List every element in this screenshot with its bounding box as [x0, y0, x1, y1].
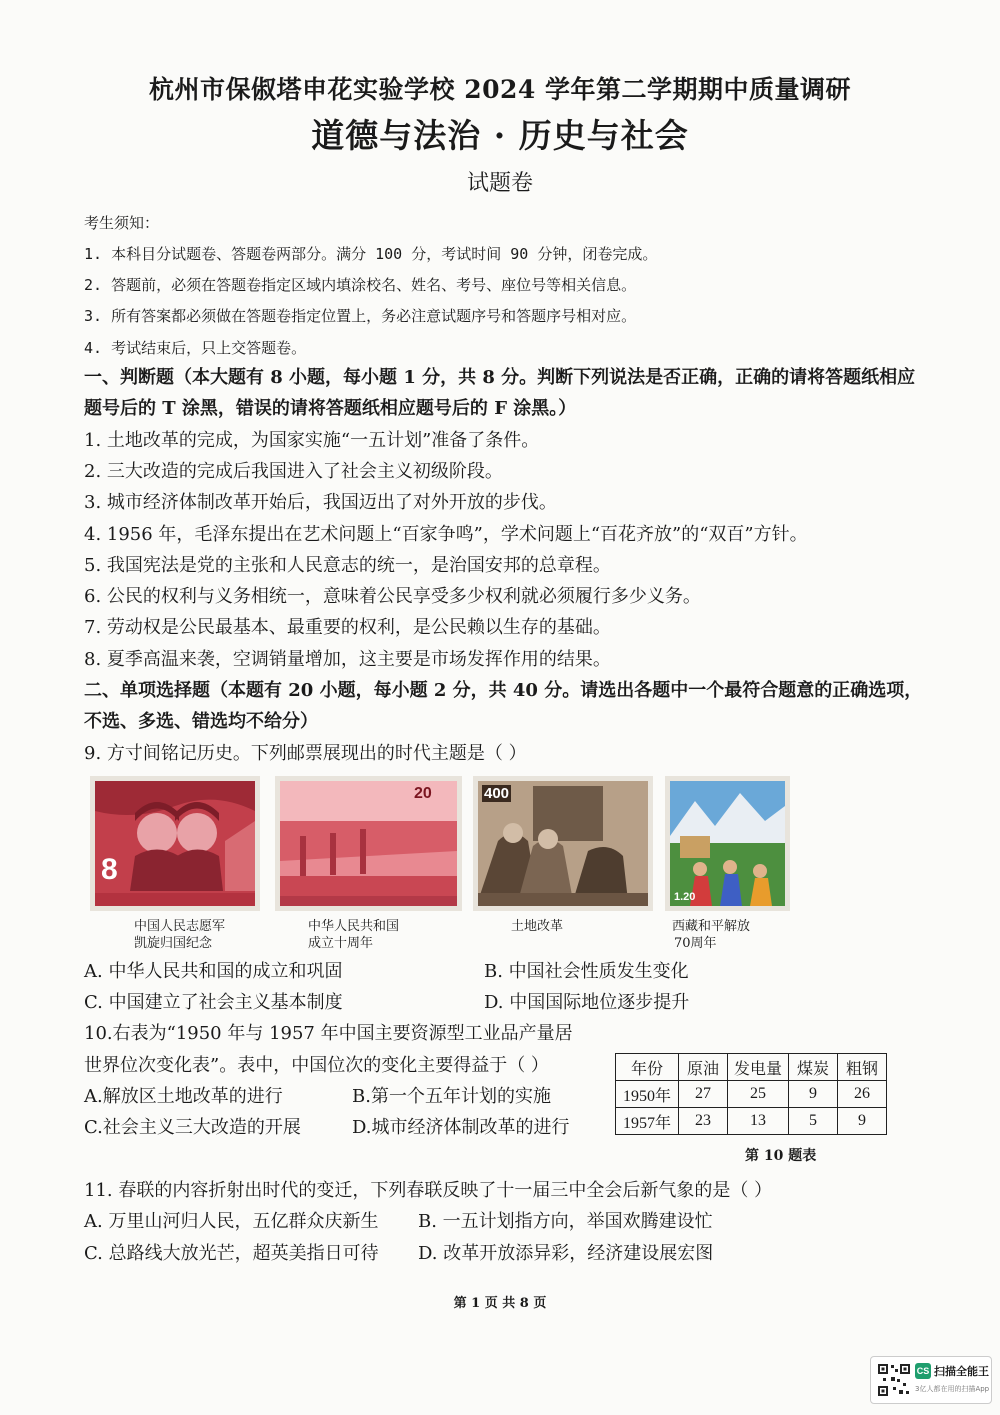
- table-cell: 25: [728, 1081, 789, 1108]
- stamp-caption-line2: 成立十周年: [308, 936, 374, 951]
- table-cell: 26: [838, 1081, 887, 1108]
- stamp-caption: [308, 918, 399, 952]
- stamp-caption-line1: 中华人民共和国: [308, 919, 400, 934]
- table-cell: 1957年: [616, 1108, 679, 1135]
- q11-stem: 11. 春联的内容折射出时代的变迁，下列春联反映了十一届三中全会后新气象的是（ ）: [84, 1180, 773, 1201]
- q9-option-d: D. 中国国际地位逐步提升: [484, 992, 690, 1013]
- stamp-volunteer-army-illustration: [95, 781, 255, 906]
- notice-item: 1. 本科目分试题卷、答题卷两部分。满分 100 分，考试时间 90 分钟，闭卷完成。: [84, 245, 658, 263]
- judgement-question: 6. 公民的权利与义务相统一，意味着公民享受多少权利就必须履行多少义务。: [84, 586, 701, 607]
- table-header-row: [616, 1054, 887, 1081]
- q9-stem: 9. 方寸间铭记历史。下列邮票展现出的时代主题是（ ）: [84, 743, 527, 764]
- scanner-app-slogan: 3亿人都在用的扫描App: [915, 1385, 990, 1393]
- q10-option-c: C.社会主义三大改造的开展: [84, 1117, 301, 1138]
- stamp-caption-line1: 西藏和平解放: [672, 919, 751, 934]
- q11-option-c: C. 总路线大放光芒，超英美指日可待: [84, 1243, 379, 1264]
- judgement-question: 5. 我国宪法是党的主张和人民意志的统一，是治国安邦的总章程。: [84, 555, 611, 576]
- exam-title: 杭州市保俶塔申花实验学校 2024 学年第二学期期中质量调研: [149, 75, 851, 104]
- paper-type: 试题卷: [466, 171, 533, 196]
- stamp-caption: [672, 918, 750, 952]
- judgement-question: 4. 1956 年，毛泽东提出在艺术问题上“百家争鸣”，学术问题上“百花齐放”的“双百”方针。: [84, 524, 808, 545]
- q10-table: [615, 1053, 887, 1135]
- stamp-caption-line2: 70周年: [674, 936, 717, 951]
- table-cell: 23: [679, 1108, 728, 1135]
- camscanner-logo: CS: [915, 1363, 931, 1379]
- judgement-question: 1. 土地改革的完成，为国家实施“一五计划”准备了条件。: [84, 430, 540, 451]
- stamp-volunteer-army: [90, 776, 260, 911]
- section1-heading: 一、判断题（本大题有 8 小题，每小题 1 分，共 8 分。判断下列说法是否正确，正确的请将答题纸相应题号后的 T 涂黑，错误的请将答题纸相应题号后的 F 涂黑。）: [84, 367, 916, 419]
- judgement-question: 7. 劳动权是公民最基本、最重要的权利，是公民赖以生存的基础。: [84, 617, 611, 638]
- table-cell: 27: [679, 1081, 728, 1108]
- stamp-land-reform: [473, 776, 653, 911]
- table-cell: 1950年: [616, 1081, 679, 1108]
- q10-table-caption: 第 10 题表: [745, 1148, 817, 1164]
- stamp-caption-line1: 中国人民志愿军: [134, 919, 226, 934]
- stamp-face-value: 400: [484, 785, 510, 802]
- stamp-caption: [134, 918, 225, 952]
- scanner-watermark: [870, 1356, 992, 1404]
- table-cell: 9: [789, 1081, 838, 1108]
- section2-heading: 二、单项选择题（本题有 20 小题，每小题 2 分，共 40 分。请选出各题中一个最符合题意的正确选项，不选、多选、错选均不给分）: [84, 680, 923, 732]
- table-header-cell: 粗钢: [838, 1054, 887, 1081]
- stamp-face-value: 20: [414, 785, 432, 802]
- table-header-cell: 原油: [679, 1054, 728, 1081]
- stamp-caption-line1: 土地改革: [511, 919, 564, 934]
- table-cell: 5: [789, 1108, 838, 1135]
- q11-option-b: B. 一五计划指方向，举国欢腾建设忙: [418, 1211, 713, 1232]
- table-header-cell: 发电量: [728, 1054, 789, 1081]
- table-header-cell: 煤炭: [789, 1054, 838, 1081]
- table-header-cell: 年份: [616, 1054, 679, 1081]
- q10-option-d: D.城市经济体制改革的进行: [352, 1117, 570, 1138]
- judgement-question: 2. 三大改造的完成后我国进入了社会主义初级阶段。: [84, 461, 503, 482]
- scanner-app-name: 扫描全能王: [934, 1365, 989, 1378]
- stamp-caption: [511, 918, 563, 935]
- judgement-question: 8. 夏季高温来袭，空调销量增加，这主要是市场发挥作用的结果。: [84, 649, 611, 670]
- stamp-prc-10th: [275, 776, 462, 911]
- q9-option-b: B. 中国社会性质发生变化: [484, 961, 689, 982]
- stamp-face-value: 1.20: [674, 891, 696, 903]
- stamp-face-value: 8: [101, 853, 118, 886]
- table-row: [616, 1081, 887, 1108]
- table-row: [616, 1108, 887, 1135]
- q9-option-c: C. 中国建立了社会主义基本制度: [84, 992, 343, 1013]
- notice-item: 2. 答题前，必须在答题卷指定区域内填涂校名、姓名、考号、座位号等相关信息。: [84, 276, 637, 294]
- judgement-question: 3. 城市经济体制改革开始后，我国迈出了对外开放的步伐。: [84, 492, 557, 513]
- page-number: 第 1 页 共 8 页: [453, 1296, 547, 1311]
- notice-item: 4. 考试结束后，只上交答题卷。: [84, 339, 307, 357]
- q11-option-d: D. 改革开放添异彩，经济建设展宏图: [418, 1243, 714, 1264]
- notice-item: 3. 所有答案都必须做在答题卷指定位置上，务必注意试题序号和答题序号相对应。: [84, 307, 637, 325]
- q9-option-a: A. 中华人民共和国的成立和巩固: [84, 961, 343, 982]
- q10-option-b: B.第一个五年计划的实施: [352, 1086, 551, 1107]
- q10-option-a: A.解放区土地改革的进行: [84, 1086, 283, 1107]
- table-cell: 9: [838, 1108, 887, 1135]
- table-cell: 13: [728, 1108, 789, 1135]
- stamp-tibet-liberation: [665, 776, 790, 911]
- notice-heading: 考生须知：: [84, 214, 160, 232]
- q10-stem-line1: 10.右表为“1950 年与 1957 年中国主要资源型工业品产量居: [84, 1023, 573, 1044]
- stamp-tibet-liberation-illustration: [670, 781, 785, 906]
- stamp-caption-line2: 凯旋归国纪念: [134, 936, 213, 951]
- subject-title: 道德与法治 · 历史与社会: [311, 116, 689, 155]
- qr-code-icon: [877, 1363, 911, 1397]
- q10-stem-line2: 世界位次变化表”。表中，中国位次的变化主要得益于（ ）: [84, 1055, 549, 1076]
- q11-option-a: A. 万里山河归人民，五亿群众庆新生: [84, 1211, 379, 1232]
